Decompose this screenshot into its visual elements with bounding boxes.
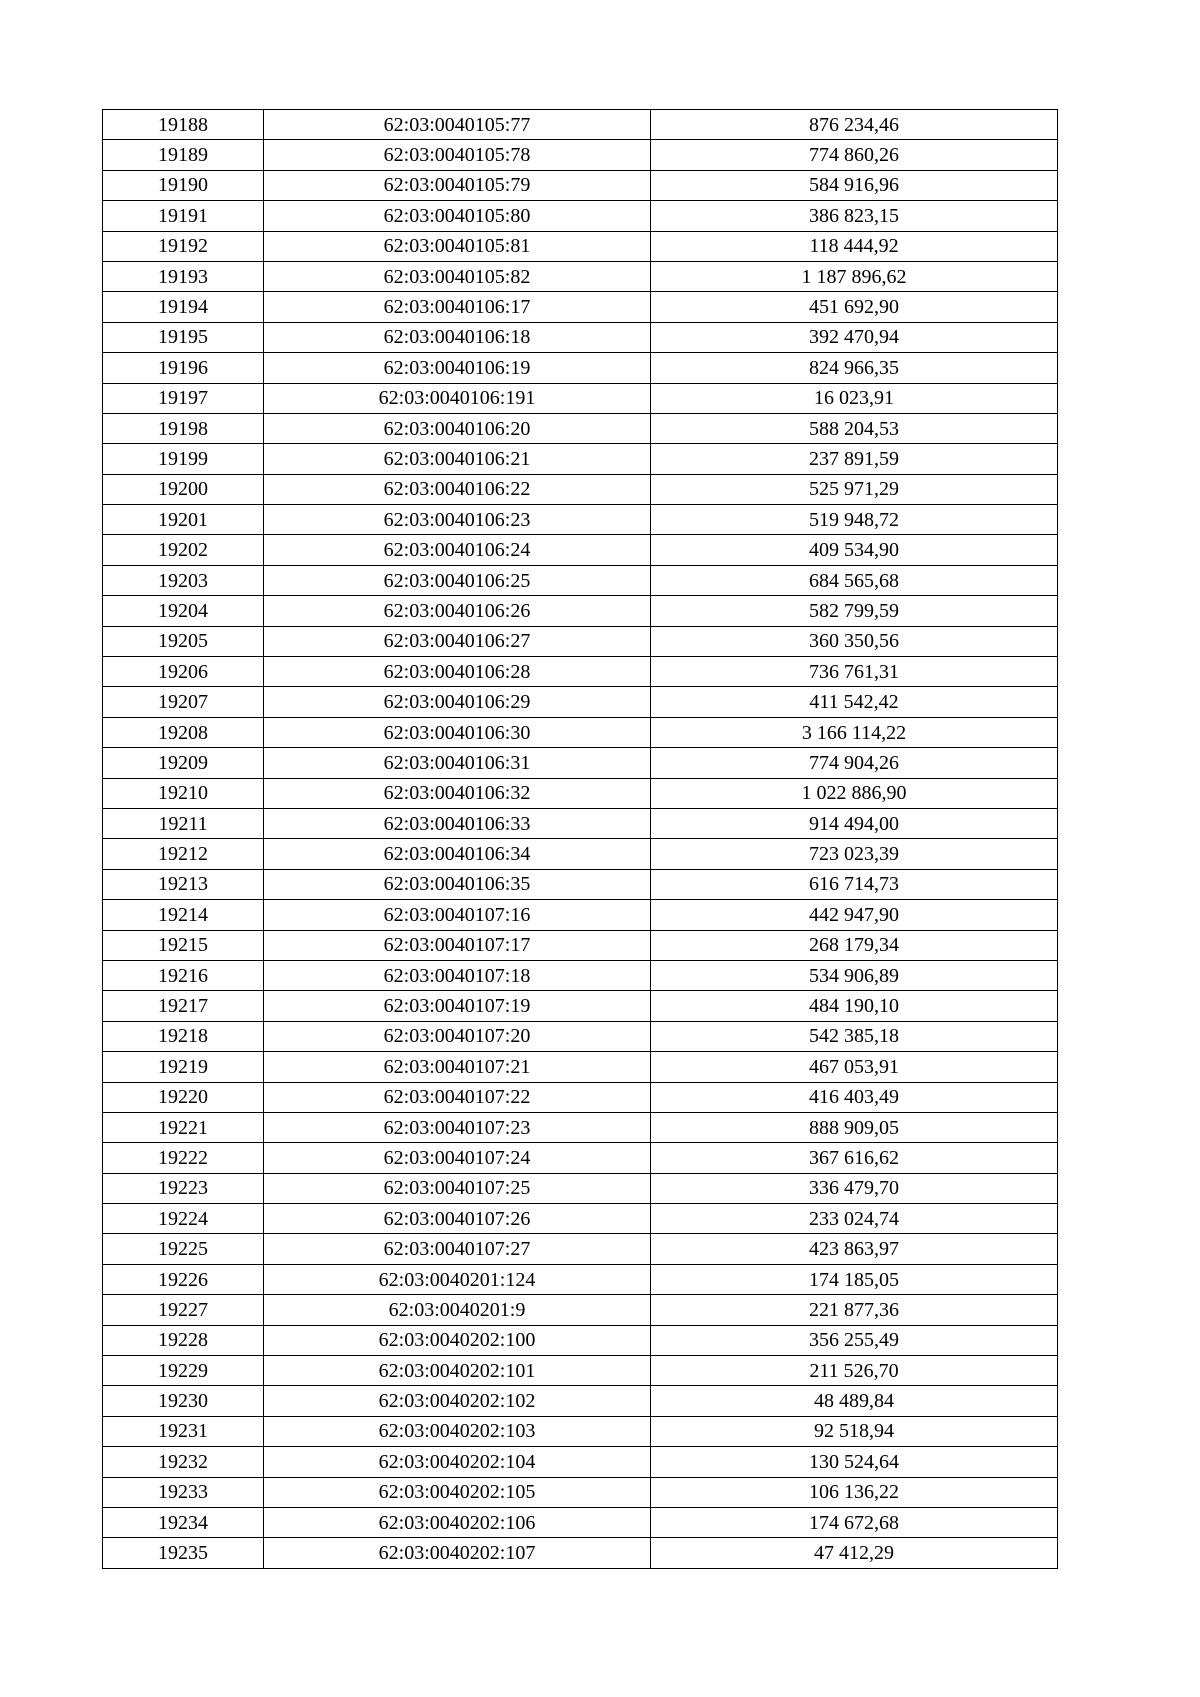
- cadastral-value-cell: 268 179,34: [651, 930, 1058, 960]
- table-row: [103, 657, 1058, 687]
- cadastral-value-cell: 174 185,05: [651, 1264, 1058, 1294]
- cadastral-number-cell: 62:03:0040107:27: [264, 1234, 651, 1264]
- cadastral-value-cell: 451 692,90: [651, 292, 1058, 322]
- cadastral-number-cell: 62:03:0040106:32: [264, 778, 651, 808]
- cadastral-number-cell: 62:03:0040105:82: [264, 261, 651, 291]
- cadastral-value-cell: 588 204,53: [651, 413, 1058, 443]
- cadastral-value-cell: 888 909,05: [651, 1112, 1058, 1142]
- row-number-cell: 19229: [103, 1356, 264, 1386]
- cadastral-number-cell: 62:03:0040106:31: [264, 748, 651, 778]
- row-number-cell: 19218: [103, 1021, 264, 1051]
- cadastral-value-cell: 616 714,73: [651, 869, 1058, 899]
- cadastral-value-cell: 774 860,26: [651, 140, 1058, 170]
- cadastral-value-cell: 118 444,92: [651, 231, 1058, 261]
- cadastral-value-cell: 411 542,42: [651, 687, 1058, 717]
- table-row: [103, 1356, 1058, 1386]
- cadastral-number-cell: 62:03:0040105:81: [264, 231, 651, 261]
- table-row: [103, 717, 1058, 747]
- cadastral-value-cell: 723 023,39: [651, 839, 1058, 869]
- table-row: [103, 778, 1058, 808]
- row-number-cell: 19198: [103, 413, 264, 443]
- row-number-cell: 19202: [103, 535, 264, 565]
- row-number-cell: 19201: [103, 505, 264, 535]
- table-row: [103, 1173, 1058, 1203]
- table-row: [103, 170, 1058, 200]
- cadastral-number-cell: 62:03:0040107:24: [264, 1143, 651, 1173]
- cadastral-number-cell: 62:03:0040107:20: [264, 1021, 651, 1051]
- cadastral-value-cell: 221 877,36: [651, 1295, 1058, 1325]
- cadastral-value-cell: 484 190,10: [651, 991, 1058, 1021]
- cadastral-number-cell: 62:03:0040105:77: [264, 110, 651, 140]
- row-number-cell: 19224: [103, 1204, 264, 1234]
- table-row: [103, 535, 1058, 565]
- row-number-cell: 19196: [103, 353, 264, 383]
- cadastral-value-cell: 584 916,96: [651, 170, 1058, 200]
- cadastral-number-cell: 62:03:0040106:29: [264, 687, 651, 717]
- cadastral-value-cell: 1 022 886,90: [651, 778, 1058, 808]
- cadastral-value-cell: 130 524,64: [651, 1447, 1058, 1477]
- row-number-cell: 19192: [103, 231, 264, 261]
- table-row: [103, 748, 1058, 778]
- cadastral-value-cell: 16 023,91: [651, 383, 1058, 413]
- table-row: [103, 960, 1058, 990]
- cadastral-number-cell: 62:03:0040106:21: [264, 444, 651, 474]
- cadastral-value-cell: 876 234,46: [651, 110, 1058, 140]
- row-number-cell: 19232: [103, 1447, 264, 1477]
- row-number-cell: 19195: [103, 322, 264, 352]
- row-number-cell: 19207: [103, 687, 264, 717]
- cadastral-number-cell: 62:03:0040106:17: [264, 292, 651, 322]
- table-row: [103, 1507, 1058, 1537]
- row-number-cell: 19233: [103, 1477, 264, 1507]
- table-row: [103, 1447, 1058, 1477]
- table-row: [103, 1021, 1058, 1051]
- cadastral-number-cell: 62:03:0040106:34: [264, 839, 651, 869]
- cadastral-value-cell: 386 823,15: [651, 201, 1058, 231]
- table-row: [103, 1264, 1058, 1294]
- cadastral-number-cell: 62:03:0040106:30: [264, 717, 651, 747]
- table-row: [103, 930, 1058, 960]
- row-number-cell: 19228: [103, 1325, 264, 1355]
- row-number-cell: 19204: [103, 596, 264, 626]
- cadastral-number-cell: 62:03:0040107:16: [264, 900, 651, 930]
- table-row: [103, 1325, 1058, 1355]
- cadastral-value-cell: 423 863,97: [651, 1234, 1058, 1264]
- table-row: [103, 322, 1058, 352]
- row-number-cell: 19210: [103, 778, 264, 808]
- row-number-cell: 19227: [103, 1295, 264, 1325]
- cadastral-number-cell: 62:03:0040202:101: [264, 1356, 651, 1386]
- cadastral-number-cell: 62:03:0040106:191: [264, 383, 651, 413]
- cadastral-value-cell: 367 616,62: [651, 1143, 1058, 1173]
- cadastral-value-cell: 233 024,74: [651, 1204, 1058, 1234]
- table-row: [103, 1082, 1058, 1112]
- row-number-cell: 19222: [103, 1143, 264, 1173]
- row-number-cell: 19199: [103, 444, 264, 474]
- table-row: [103, 505, 1058, 535]
- cadastral-number-cell: 62:03:0040107:25: [264, 1173, 651, 1203]
- cadastral-number-cell: 62:03:0040201:9: [264, 1295, 651, 1325]
- cadastral-number-cell: 62:03:0040202:103: [264, 1416, 651, 1446]
- cadastral-value-cell: 542 385,18: [651, 1021, 1058, 1051]
- row-number-cell: 19205: [103, 626, 264, 656]
- table-row: [103, 1112, 1058, 1142]
- cadastral-value-cell: 736 761,31: [651, 657, 1058, 687]
- row-number-cell: 19216: [103, 960, 264, 990]
- cadastral-value-cell: 174 672,68: [651, 1507, 1058, 1537]
- table-row: [103, 565, 1058, 595]
- table-row: [103, 444, 1058, 474]
- table-row: [103, 626, 1058, 656]
- row-number-cell: 19194: [103, 292, 264, 322]
- row-number-cell: 19226: [103, 1264, 264, 1294]
- cadastral-value-cell: 237 891,59: [651, 444, 1058, 474]
- row-number-cell: 19214: [103, 900, 264, 930]
- table-row: [103, 1143, 1058, 1173]
- cadastral-number-cell: 62:03:0040105:80: [264, 201, 651, 231]
- cadastral-value-cell: 211 526,70: [651, 1356, 1058, 1386]
- row-number-cell: 19223: [103, 1173, 264, 1203]
- cadastral-value-cell: 360 350,56: [651, 626, 1058, 656]
- cadastral-number-cell: 62:03:0040106:18: [264, 322, 651, 352]
- table-body: [103, 110, 1058, 1569]
- cadastral-number-cell: 62:03:0040106:33: [264, 808, 651, 838]
- table-row: [103, 808, 1058, 838]
- cadastral-number-cell: 62:03:0040107:18: [264, 960, 651, 990]
- cadastral-number-cell: 62:03:0040107:22: [264, 1082, 651, 1112]
- table-row: [103, 1538, 1058, 1568]
- table-row: [103, 869, 1058, 899]
- cadastral-value-cell: 92 518,94: [651, 1416, 1058, 1446]
- table-row: [103, 1234, 1058, 1264]
- table-row: [103, 1386, 1058, 1416]
- table-row: [103, 110, 1058, 140]
- row-number-cell: 19230: [103, 1386, 264, 1416]
- cadastral-value-cell: 467 053,91: [651, 1052, 1058, 1082]
- table-row: [103, 383, 1058, 413]
- cadastral-number-cell: 62:03:0040106:35: [264, 869, 651, 899]
- table-row: [103, 140, 1058, 170]
- cadastral-value-cell: 416 403,49: [651, 1082, 1058, 1112]
- cadastral-value-cell: 534 906,89: [651, 960, 1058, 990]
- table-row: [103, 201, 1058, 231]
- cadastral-value-cell: 409 534,90: [651, 535, 1058, 565]
- row-number-cell: 19220: [103, 1082, 264, 1112]
- row-number-cell: 19217: [103, 991, 264, 1021]
- table-row: [103, 292, 1058, 322]
- row-number-cell: 19189: [103, 140, 264, 170]
- row-number-cell: 19219: [103, 1052, 264, 1082]
- cadastral-number-cell: 62:03:0040106:28: [264, 657, 651, 687]
- cadastral-number-cell: 62:03:0040106:23: [264, 505, 651, 535]
- row-number-cell: 19200: [103, 474, 264, 504]
- cadastral-number-cell: 62:03:0040202:100: [264, 1325, 651, 1355]
- row-number-cell: 19209: [103, 748, 264, 778]
- row-number-cell: 19235: [103, 1538, 264, 1568]
- cadastral-number-cell: 62:03:0040202:105: [264, 1477, 651, 1507]
- table-row: [103, 1295, 1058, 1325]
- cadastral-number-cell: 62:03:0040106:27: [264, 626, 651, 656]
- table-row: [103, 596, 1058, 626]
- cadastral-value-cell: 442 947,90: [651, 900, 1058, 930]
- cadastral-value-cell: 336 479,70: [651, 1173, 1058, 1203]
- cadastral-number-cell: 62:03:0040106:19: [264, 353, 651, 383]
- row-number-cell: 19208: [103, 717, 264, 747]
- row-number-cell: 19191: [103, 201, 264, 231]
- row-number-cell: 19203: [103, 565, 264, 595]
- cadastral-number-cell: 62:03:0040202:102: [264, 1386, 651, 1416]
- cadastral-value-cell: 392 470,94: [651, 322, 1058, 352]
- cadastral-number-cell: 62:03:0040107:21: [264, 1052, 651, 1082]
- cadastral-value-cell: 582 799,59: [651, 596, 1058, 626]
- cadastral-value-cell: 525 971,29: [651, 474, 1058, 504]
- cadastral-number-cell: 62:03:0040107:19: [264, 991, 651, 1021]
- row-number-cell: 19188: [103, 110, 264, 140]
- table-row: [103, 991, 1058, 1021]
- row-number-cell: 19211: [103, 808, 264, 838]
- cadastral-value-cell: 47 412,29: [651, 1538, 1058, 1568]
- table-row: [103, 1204, 1058, 1234]
- table-row: [103, 687, 1058, 717]
- cadastral-number-cell: 62:03:0040202:106: [264, 1507, 651, 1537]
- row-number-cell: 19225: [103, 1234, 264, 1264]
- cadastral-number-cell: 62:03:0040106:26: [264, 596, 651, 626]
- cadastral-value-cell: 824 966,35: [651, 353, 1058, 383]
- table-row: [103, 353, 1058, 383]
- cadastral-number-cell: 62:03:0040107:17: [264, 930, 651, 960]
- cadastral-value-cell: 519 948,72: [651, 505, 1058, 535]
- table-row: [103, 261, 1058, 291]
- cadastral-value-cell: 356 255,49: [651, 1325, 1058, 1355]
- cadastral-value-cell: 914 494,00: [651, 808, 1058, 838]
- table-row: [103, 1416, 1058, 1446]
- cadastral-value-cell: 684 565,68: [651, 565, 1058, 595]
- row-number-cell: 19212: [103, 839, 264, 869]
- cadastral-value-cell: 48 489,84: [651, 1386, 1058, 1416]
- cadastral-number-cell: 62:03:0040201:124: [264, 1264, 651, 1294]
- cadastral-number-cell: 62:03:0040107:23: [264, 1112, 651, 1142]
- row-number-cell: 19213: [103, 869, 264, 899]
- cadastral-number-cell: 62:03:0040106:24: [264, 535, 651, 565]
- cadastral-number-cell: 62:03:0040105:78: [264, 140, 651, 170]
- cadastral-number-cell: 62:03:0040202:104: [264, 1447, 651, 1477]
- table-row: [103, 900, 1058, 930]
- table-row: [103, 413, 1058, 443]
- table-row: [103, 1052, 1058, 1082]
- row-number-cell: 19206: [103, 657, 264, 687]
- row-number-cell: 19197: [103, 383, 264, 413]
- table-row: [103, 474, 1058, 504]
- row-number-cell: 19190: [103, 170, 264, 200]
- cadastral-value-cell: 774 904,26: [651, 748, 1058, 778]
- row-number-cell: 19215: [103, 930, 264, 960]
- table-row: [103, 1477, 1058, 1507]
- row-number-cell: 19221: [103, 1112, 264, 1142]
- table-row: [103, 231, 1058, 261]
- cadastral-number-cell: 62:03:0040106:20: [264, 413, 651, 443]
- row-number-cell: 19193: [103, 261, 264, 291]
- cadastral-value-cell: 106 136,22: [651, 1477, 1058, 1507]
- cadastral-value-cell: 1 187 896,62: [651, 261, 1058, 291]
- row-number-cell: 19234: [103, 1507, 264, 1537]
- cadastral-value-cell: 3 166 114,22: [651, 717, 1058, 747]
- cadastral-number-cell: 62:03:0040105:79: [264, 170, 651, 200]
- cadastral-number-cell: 62:03:0040202:107: [264, 1538, 651, 1568]
- row-number-cell: 19231: [103, 1416, 264, 1446]
- cadastral-number-cell: 62:03:0040107:26: [264, 1204, 651, 1234]
- cadastral-value-table: [102, 109, 1058, 1569]
- table-row: [103, 839, 1058, 869]
- cadastral-number-cell: 62:03:0040106:25: [264, 565, 651, 595]
- cadastral-number-cell: 62:03:0040106:22: [264, 474, 651, 504]
